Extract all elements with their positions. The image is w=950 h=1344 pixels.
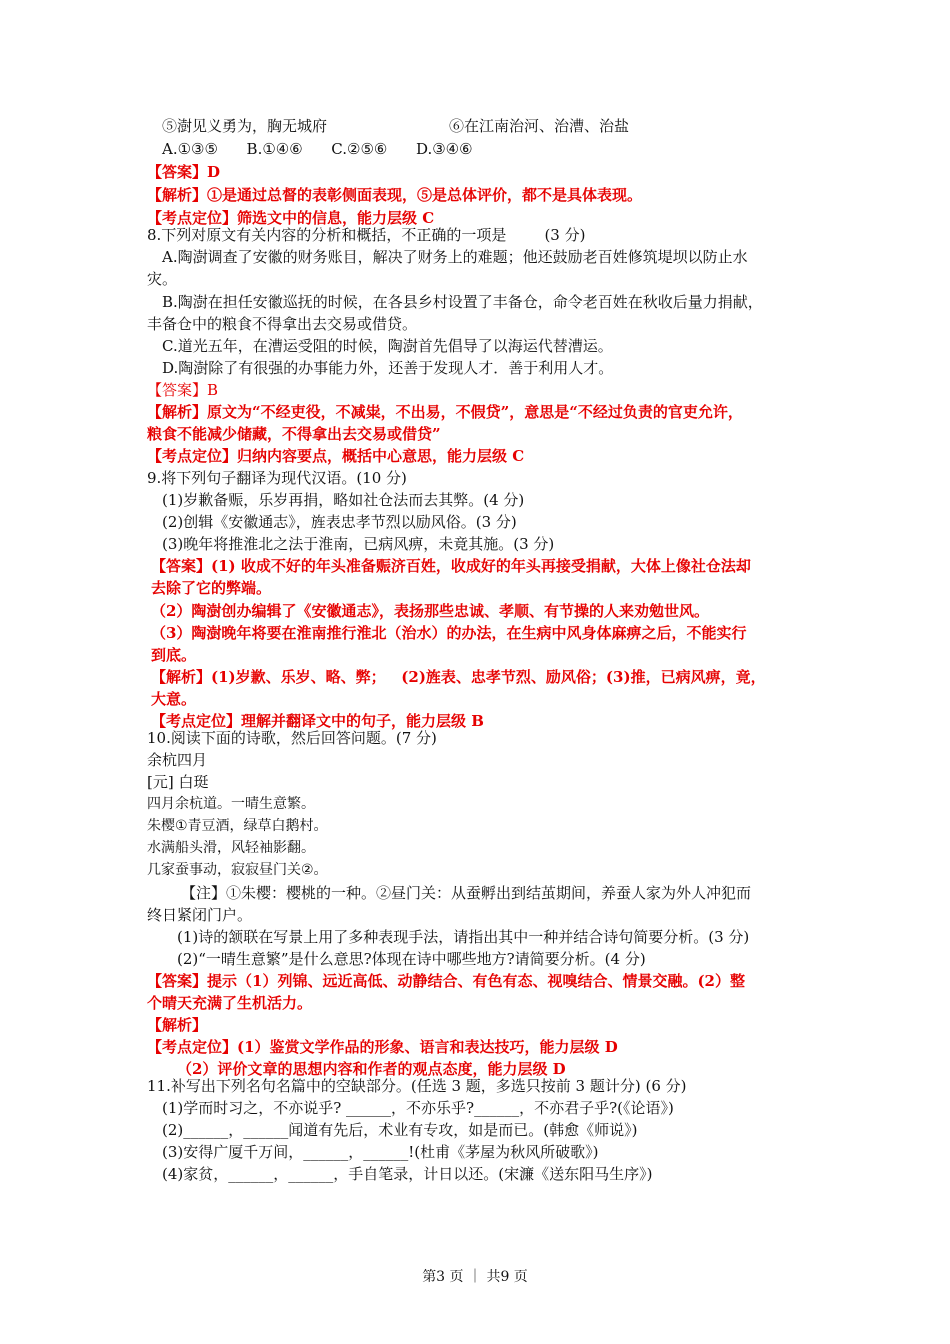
q9-answer-2: （2）陶澍创办编辑了《安徽通志》，表扬那些忠诚、孝顺、有节操的人来劝勉世风。 — [151, 602, 709, 620]
q7-analysis: 【解析】①是通过总督的表彰侧面表现，⑤是总体评价，都不是具体表现。 — [147, 186, 643, 204]
poem-note-line2: 终日紧闭门户。 — [147, 906, 253, 924]
q9-analysis-line2: 大意。 — [151, 690, 197, 708]
poem-line-2: 朱樱①青豆酒，绿草白鹅村。 — [147, 818, 328, 834]
q10-subquestion-2: (2)“一晴生意繁”是什么意思?体现在诗中哪些地方?请简要分析。(4 分) — [177, 950, 646, 968]
q8-option-a-line1: A.陶澍调查了安徽的财务账目，解决了财务上的难题；他还鼓励老百姓修筑堤坝以防止水 — [162, 248, 748, 266]
q9-sentence-3: (3)晚年将推淮北之法于淮南，已病风痹，未竟其施。(3 分) — [162, 535, 555, 553]
q8-option-b-line1: B.陶澍在担任安徽巡抚的时候，在各县乡村设置了丰备仓，命令老百姓在秋收后量力捐献， — [162, 293, 763, 311]
q8-answer: 【答案】B — [147, 381, 219, 399]
q9-sentence-1: (1)岁歉备赈，乐岁再捐，略如社仓法而去其弊。(4 分) — [162, 491, 525, 509]
poem-note-line1: 【注】①朱樱：樱桃的一种。②昼门关：从蚕孵出到结茧期间，养蚕人家为外人冲犯而 — [181, 884, 752, 902]
q9-sentence-2: (2)创辑《安徽通志》，旌表忠孝节烈以励风俗。(3 分) — [162, 513, 517, 531]
q8-option-d: D.陶澍除了有很强的办事能力外，还善于发现人才．善于利用人才。 — [162, 359, 614, 377]
q11-item-4: (4)家贫，______，______，手自笔录，计日以还。(宋濂《送东阳马生序》) — [162, 1165, 653, 1183]
poem-line-3: 水满船头滑，风轻袖影翻。 — [147, 840, 315, 856]
q7-option-6: ⑥在江南治河、治漕、治盐 — [449, 117, 630, 135]
q9-answer-1-line2: 去除了它的弊端。 — [151, 579, 272, 597]
q8-option-c: C.道光五年，在漕运受阻的时候，陶澍首先倡导了以海运代替漕运。 — [162, 337, 613, 355]
q11-item-3: (3)安得广厦千万间，______，______!(杜甫《茅屋为秋风所破歌》) — [162, 1143, 599, 1161]
q7-choices: A.①③⑤ B.①④⑥ C.②⑤⑥ D.③④⑥ — [162, 140, 473, 158]
q8-kaodian: 【考点定位】归纳内容要点，概括中心意思，能力层级 C — [147, 447, 525, 465]
q10-answer-line1: 【答案】提示（1）列锦、远近高低、动静结合、有色有态、视嗅结合、情景交融。(2）整 — [147, 972, 745, 990]
q11-item-2: (2)______，______闻道有先后，术业有专攻，如是而已。(韩愈《师说》) — [162, 1121, 638, 1139]
q9-stem: 9.将下列句子翻译为现代汉语。(10 分) — [147, 469, 407, 487]
q9-answer-3-line1: （3）陶澍晚年将要在淮南推行淮北（治水）的办法，在生病中风身体麻痹之后，不能实行 — [151, 624, 747, 642]
poem-line-4: 几家蚕事动，寂寂昼门关②。 — [147, 862, 328, 878]
q10-subquestion-1: (1)诗的颔联在写景上用了多种表现手法，请指出其中一种并结合诗句简要分析。(3 分) — [177, 928, 750, 946]
q10-kaodian-2: （2）评价文章的思想内容和作者的观点态度，能力层级 D — [177, 1060, 566, 1078]
page-footer: 第3 页 ｜ 共9 页 — [422, 1269, 528, 1285]
q8-option-a-line2: 灾。 — [147, 270, 178, 288]
poem-author: [元] 白珽 — [147, 773, 209, 791]
q7-option-5: ⑤澍见义勇为，胸无城府 — [162, 117, 328, 135]
q7-answer: 【答案】D — [147, 163, 221, 181]
q9-answer-1-line1: 【答案】(1) 收成不好的年头准备赈济百姓，收成好的年头再接受捐献，大体上像社仓法却 — [151, 557, 751, 575]
q10-kaodian-1: 【考点定位】(1）鉴赏文学作品的形象、语言和表达技巧，能力层级 D — [147, 1038, 618, 1056]
poem-line-1: 四月余杭道。一晴生意繁。 — [147, 796, 315, 812]
poem-title: 余杭四月 — [147, 751, 208, 769]
q7-kaodian: 【考点定位】筛选文中的信息，能力层级 C — [147, 209, 435, 227]
q8-analysis-line2: 粮食不能减少储藏，不得拿出去交易或借贷” — [147, 425, 441, 443]
q11-stem: 11.补写出下列名句名篇中的空缺部分。(任选 3 题，多选只按前 3 题计分) (6 分) — [147, 1077, 687, 1095]
q10-stem: 10.阅读下面的诗歌，然后回答问题。(7 分) — [147, 729, 437, 747]
q9-answer-3-line2: 到底。 — [151, 646, 197, 664]
q8-analysis-line1: 【解析】原文为“不经吏役，不减粜，不出易，不假贷”，意思是“不经过负责的官吏允许， — [147, 403, 743, 421]
q8-option-b-line2: 丰备仓中的粮食不得拿出去交易或借贷。 — [147, 315, 418, 333]
q9-analysis-line1: 【解析】(1)岁歉、乐岁、略、弊； (2)旌表、忠孝节烈、励风俗；(3)推，已病风痹，竟， — [151, 668, 766, 686]
q9-kaodian: 【考点定位】理解并翻译文中的句子，能力层级 B — [151, 712, 484, 730]
q11-item-1: (1)学而时习之，不亦说乎? ______，不亦乐乎?______，不亦君子乎?(《论语》) — [162, 1099, 674, 1117]
q10-analysis: 【解析】 — [147, 1016, 208, 1034]
q10-answer-line2: 个晴天充满了生机活力。 — [147, 994, 313, 1012]
q8-stem: 8.下列对原文有关内容的分析和概括，不正确的一项是 (3 分) — [147, 226, 586, 244]
